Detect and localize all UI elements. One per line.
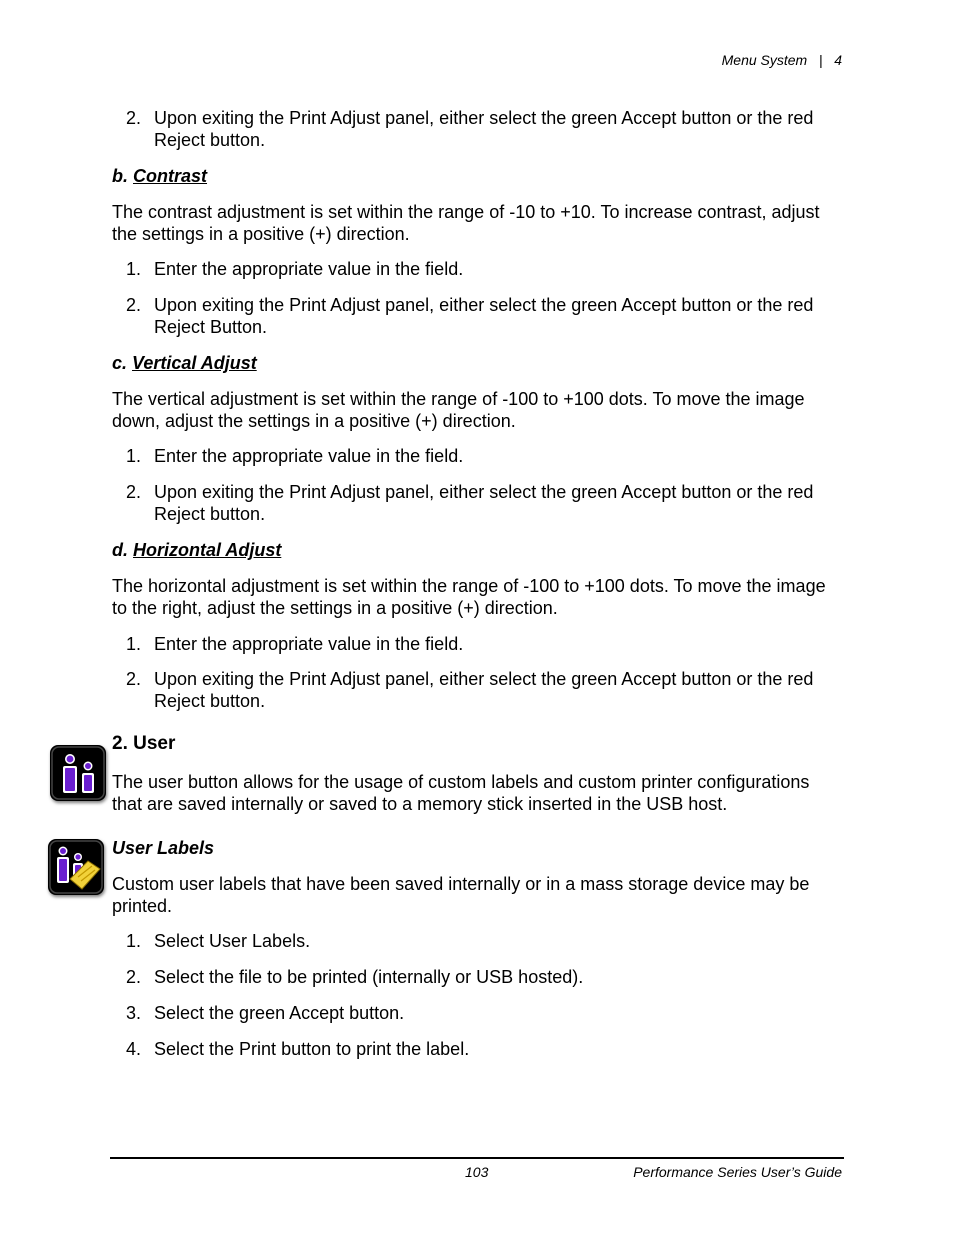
user-labels-icon: [48, 839, 104, 895]
paragraph-horizontal: The horizontal adjustment is set within the range of -100 to +100 dots. To move the image to the right, adjust the settings in a positive (+) direction.: [112, 576, 826, 618]
list-text: Upon exiting the Print Adjust panel, either select the green Accept button or the red Reject button.: [154, 482, 814, 524]
paragraph-user: The user button allows for the usage of custom labels and custom printer configurations that are saved internally or saved to a memory stick inserted in the USB host.: [112, 772, 810, 814]
list-text: Enter the appropriate value in the field.: [154, 446, 464, 466]
list-number: 2.: [126, 482, 142, 502]
list-number: 2.: [126, 967, 142, 987]
running-header: [722, 52, 842, 68]
list-text: Upon exiting the Print Adjust panel, either select the green Accept button or the red Reject button.: [154, 108, 814, 150]
subheading-horizontal-adjust: [112, 539, 281, 561]
list-text: Select User Labels.: [154, 931, 311, 951]
paragraph-vertical: The vertical adjustment is set within the range of -100 to +100 dots. To move the image down, adjust the settings in a positive (+) direction.: [112, 389, 805, 431]
subheading-title: Horizontal Adjust: [133, 540, 282, 560]
list-text: Enter the appropriate value in the field.: [154, 634, 464, 654]
user-labels-icon-graphic: [48, 839, 104, 895]
subheading-vertical-adjust: [112, 352, 257, 374]
paragraph-user-labels: Custom user labels that have been saved internally or in a mass storage device may be printed.: [112, 874, 810, 916]
list-number: 3.: [126, 1003, 142, 1023]
subheading-title: Contrast: [133, 166, 208, 186]
list-text: Select the file to be printed (internally or USB hosted).: [154, 967, 584, 987]
header-separator: |: [818, 52, 823, 68]
list-number: 2.: [126, 295, 142, 315]
list-text: Upon exiting the Print Adjust panel, either select the green Accept button or the red Reject Button.: [154, 295, 814, 337]
footer-guide-title: Performance Series User’s Guide: [633, 1164, 842, 1180]
list-number: 2.: [126, 108, 142, 128]
list-number: 2.: [126, 669, 142, 689]
user-icon-graphic: [50, 745, 106, 801]
header-chapter: 4: [834, 52, 842, 68]
list-number: 1.: [126, 634, 142, 654]
list-text: Upon exiting the Print Adjust panel, either select the green Accept button or the red Reject button.: [154, 669, 814, 711]
subheading-user-labels: User Labels: [112, 838, 215, 858]
list-text: Enter the appropriate value in the field.: [154, 259, 464, 279]
user-icon: [50, 745, 106, 801]
subheading-prefix: d.: [112, 540, 133, 560]
page-number: 103: [465, 1164, 489, 1180]
subheading-title: Vertical Adjust: [132, 353, 257, 373]
subheading-prefix: b.: [112, 166, 133, 186]
section-heading-user: 2. User: [112, 733, 176, 754]
footer-rule: [110, 1157, 844, 1159]
list-number: 1.: [126, 931, 142, 951]
list-number: 4.: [126, 1039, 142, 1059]
paragraph-contrast: The contrast adjustment is set within the range of -10 to +10. To increase contrast, adjust the settings in a positive (+) direction.: [112, 202, 820, 244]
header-section: Menu System: [721, 52, 808, 68]
subheading-contrast: [112, 165, 207, 187]
list-number: 1.: [126, 259, 142, 279]
subheading-prefix: c.: [112, 353, 133, 373]
list-number: 1.: [126, 446, 142, 466]
list-text: Select the Print button to print the label.: [154, 1039, 470, 1059]
list-text: Select the green Accept button.: [154, 1003, 405, 1023]
